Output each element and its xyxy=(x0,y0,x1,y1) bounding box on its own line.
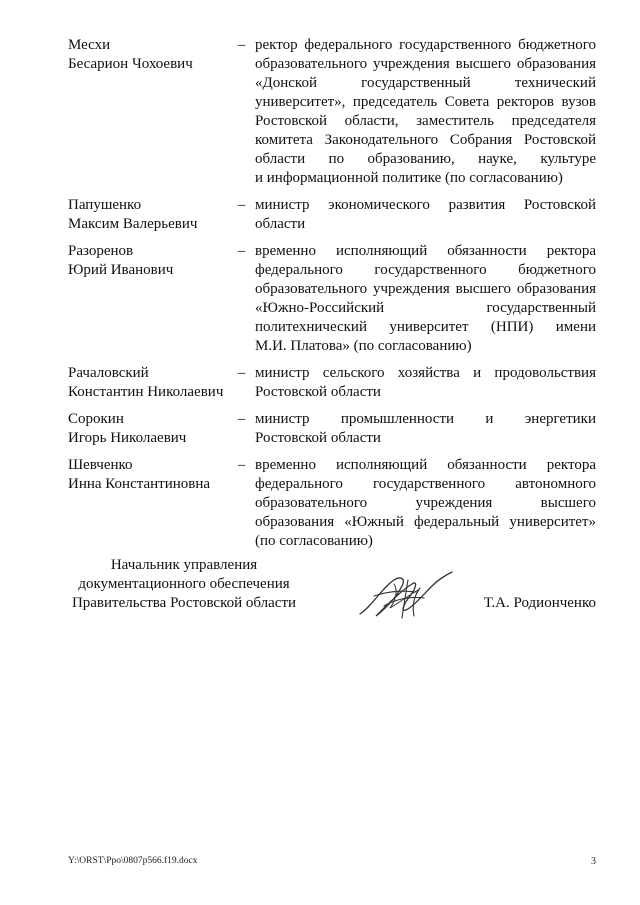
member-role-line: области по образованию, науке, культуре xyxy=(255,151,596,167)
member-role-line: политехнический университет (НПИ) имени xyxy=(255,319,596,335)
member-name xyxy=(68,242,228,280)
member-name xyxy=(68,456,228,494)
signatory-name: Т.А. Родионченко xyxy=(483,595,596,611)
member-surname: Рачаловский xyxy=(68,365,149,381)
member-role-line: образования «Южный федеральный университет» xyxy=(255,514,596,530)
member-role-line: Ростовской области, заместитель председателя xyxy=(255,113,596,129)
member-name xyxy=(68,36,228,74)
member-given: Константин Николаевич xyxy=(68,384,224,400)
member-role-line: министр сельского хозяйства и продовольствия xyxy=(255,365,596,381)
member-row xyxy=(68,410,596,448)
member-role-line: ректор федерального государственного бюджетного xyxy=(255,37,596,53)
member-role-line: министр промышленности и энергетики xyxy=(255,411,596,427)
member-dash: – xyxy=(237,457,246,473)
member-surname: Шевченко xyxy=(68,457,133,473)
member-role-line: временно исполняющий обязанности ректора xyxy=(255,457,596,473)
member-role-line: образовательного учреждения высшего образования xyxy=(255,281,596,297)
member-name xyxy=(68,196,228,234)
member-role-line: временно исполняющий обязанности ректора xyxy=(255,243,596,259)
member-role-line: федерального государственного бюджетного xyxy=(255,262,596,278)
member-row xyxy=(68,196,596,234)
signatory-title-line: документационного обеспечения xyxy=(78,576,290,592)
member-row xyxy=(68,36,596,188)
member-role-line: комитета Законодательного Собрания Ростовской xyxy=(255,132,596,148)
member-role-line: образовательного учреждения высшего образования xyxy=(255,56,596,72)
member-role-line: Ростовской области xyxy=(255,384,381,400)
member-surname: Месхи xyxy=(68,37,111,53)
member-role-line: «Южно-Российский государственный xyxy=(255,300,596,316)
member-role xyxy=(255,242,596,356)
member-row xyxy=(68,456,596,551)
member-role xyxy=(255,196,596,234)
member-surname: Папушенко xyxy=(68,197,142,213)
member-role-line: (по согласованию) xyxy=(255,533,373,549)
member-role-line: М.И. Платова» (по согласованию) xyxy=(255,338,472,354)
member-role-line: области xyxy=(255,216,306,232)
member-given: Инна Константиновна xyxy=(68,476,211,492)
signature-block xyxy=(68,556,596,626)
member-dash: – xyxy=(237,197,246,213)
member-row xyxy=(68,242,596,356)
members-list xyxy=(68,36,596,559)
member-given: Максим Валерьевич xyxy=(68,216,198,232)
handwritten-signature xyxy=(354,566,458,624)
member-role-line: образовательного учреждения высшего xyxy=(255,495,596,511)
member-role-line: и информационной политике (по согласованию) xyxy=(255,170,563,186)
signatory-title xyxy=(68,556,300,613)
member-role xyxy=(255,364,596,402)
member-dash: – xyxy=(237,365,246,381)
member-name xyxy=(68,364,228,402)
member-surname: Сорокин xyxy=(68,411,124,427)
member-surname: Разоренов xyxy=(68,243,134,259)
member-name xyxy=(68,410,228,448)
member-role xyxy=(255,36,596,188)
member-given: Юрий Иванович xyxy=(68,262,174,278)
member-given: Игорь Николаевич xyxy=(68,430,187,446)
file-path: Y:\ORST\Ppo\0807p566.f19.docx xyxy=(68,856,198,866)
member-role-line: «Донской государственный технический xyxy=(255,75,596,91)
member-role-line: министр экономического развития Ростовской xyxy=(255,197,596,213)
member-row xyxy=(68,364,596,402)
member-dash: – xyxy=(237,243,246,259)
member-given: Бесарион Чохоевич xyxy=(68,56,193,72)
member-role-line: федерального государственного автономного xyxy=(255,476,596,492)
member-dash: – xyxy=(237,37,246,53)
member-role-line: университет», председатель Совета ректоров вузов xyxy=(255,94,596,110)
member-role-line: Ростовской области xyxy=(255,430,381,446)
page-number: 3 xyxy=(591,856,596,867)
signatory-title-line: Начальник управления xyxy=(110,557,258,573)
member-role xyxy=(255,410,596,448)
member-role xyxy=(255,456,596,551)
member-dash: – xyxy=(237,411,246,427)
signatory-title-line: Правительства Ростовской области xyxy=(71,595,297,611)
